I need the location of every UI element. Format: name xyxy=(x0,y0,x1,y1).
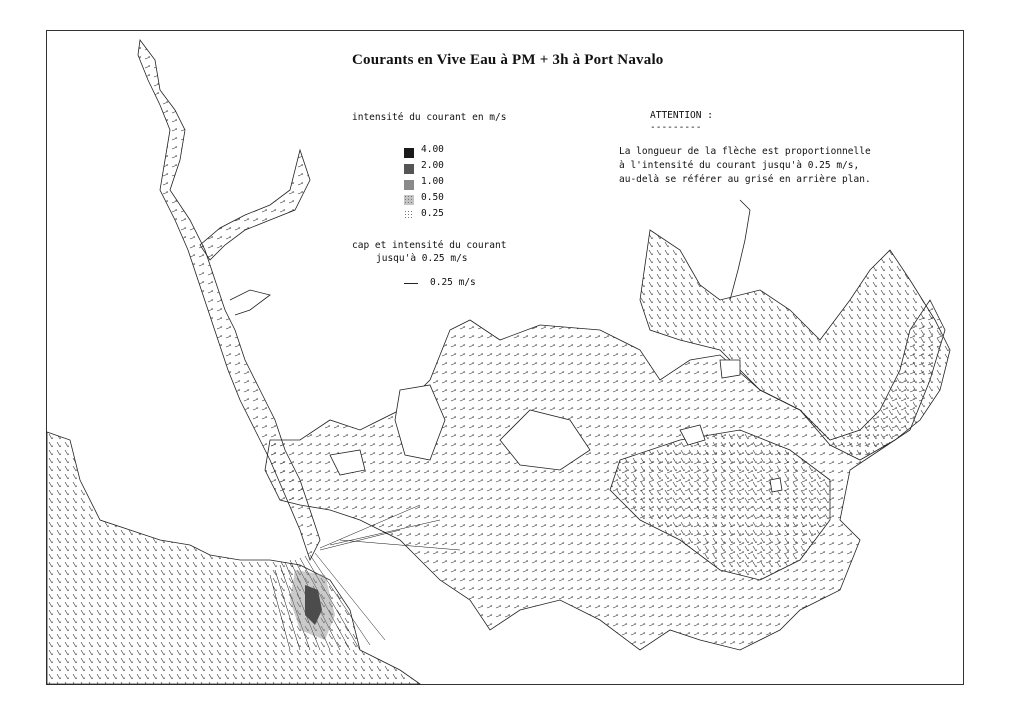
legend-level-4: 4.00 xyxy=(421,144,444,155)
legend-cap-line1: cap et intensité du courant xyxy=(352,240,507,251)
island-small-4 xyxy=(770,478,782,492)
coast-spur-east xyxy=(730,200,750,300)
legend-swatch-2 xyxy=(404,164,414,174)
attention-title: ATTENTION : xyxy=(650,110,713,121)
scale-arrow-icon xyxy=(404,283,418,284)
river-channel xyxy=(138,40,320,560)
island-small-2 xyxy=(720,360,740,378)
coast-spur-north xyxy=(230,290,270,315)
legend-swatch-025 xyxy=(404,210,414,220)
attention-line-3: au-delà se référer au grisé en arrière plan. xyxy=(619,174,871,185)
attention-line-2: à l'intensité du courant jusqu'à 0.25 m/s, xyxy=(619,160,860,171)
legend-level-2: 2.00 xyxy=(421,160,444,171)
river-branch xyxy=(200,150,310,260)
legend-title: intensité du courant en m/s xyxy=(352,112,507,123)
attention-rule: --------- xyxy=(650,122,702,133)
legend-level-025: 0.25 xyxy=(421,208,444,219)
legend-cap-line2: jusqu'à 0.25 m/s xyxy=(376,253,468,264)
legend-level-1: 1.00 xyxy=(421,176,444,187)
map-title: Courants en Vive Eau à PM + 3h à Port Navalo xyxy=(352,52,664,68)
legend-level-05: 0.50 xyxy=(421,192,444,203)
legend-swatch-1 xyxy=(404,180,414,190)
legend-swatch-05 xyxy=(404,195,414,205)
attention-line-1: La longueur de la flèche est proportionnelle xyxy=(619,146,871,157)
legend-swatch-4 xyxy=(404,148,414,158)
legend-scale-label: 0.25 m/s xyxy=(430,277,476,288)
